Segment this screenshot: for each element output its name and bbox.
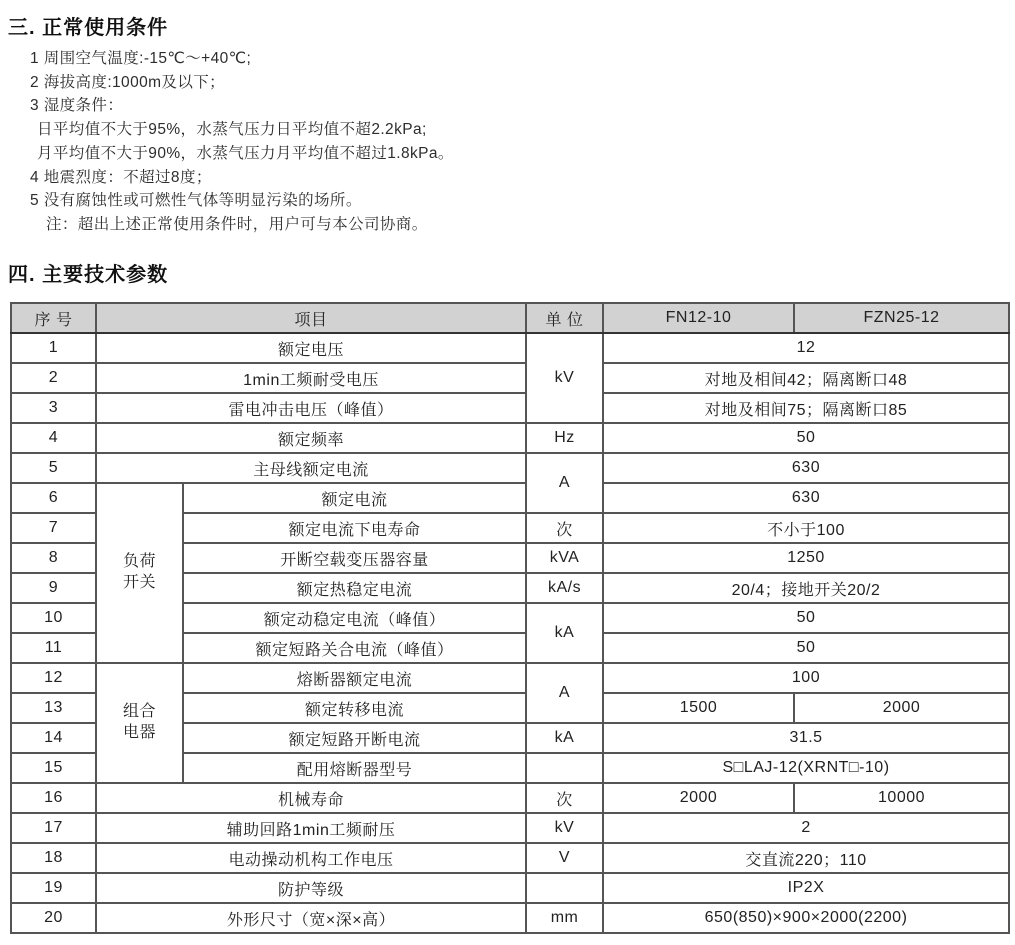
- cell-item: 额定电流下电寿命: [183, 513, 526, 543]
- cell-num: 4: [11, 423, 96, 453]
- cell-unit: A: [526, 663, 603, 723]
- group-label-combined-apparatus: 组合电器: [96, 663, 183, 783]
- cell-num: 7: [11, 513, 96, 543]
- cell-num: 12: [11, 663, 96, 693]
- cell-num: 11: [11, 633, 96, 663]
- cell-unit: kVA: [526, 543, 603, 573]
- col-header-num: 序 号: [11, 303, 96, 333]
- cell-item: 防护等级: [96, 873, 526, 903]
- cell-item: 机械寿命: [96, 783, 526, 813]
- section4-heading: 四. 主要技术参数: [8, 264, 169, 286]
- section3-heading: 三. 正常使用条件: [8, 17, 169, 39]
- cell-num: 20: [11, 903, 96, 933]
- col-header-unit: 单 位: [526, 303, 603, 333]
- cell-value: 2: [603, 813, 1009, 843]
- condition-line: 3 湿度条件：: [30, 97, 124, 115]
- cell-item: 外形尺寸（宽×深×高）: [96, 903, 526, 933]
- cell-unit: kV: [526, 333, 603, 423]
- table-row: [11, 393, 1009, 423]
- cell-value: 100: [603, 663, 1009, 693]
- cell-value: 1250: [603, 543, 1009, 573]
- cell-num: 5: [11, 453, 96, 483]
- cell-value: 630: [603, 483, 1009, 513]
- cell-unit: kV: [526, 813, 603, 843]
- cell-value-model2: 2000: [794, 693, 1009, 723]
- cell-num: 6: [11, 483, 96, 513]
- cell-item: 额定转移电流: [183, 693, 526, 723]
- cell-num: 17: [11, 813, 96, 843]
- cell-num: 8: [11, 543, 96, 573]
- cell-unit: 次: [526, 513, 603, 543]
- cell-unit: kA: [526, 723, 603, 753]
- cell-value: 对地及相间42；隔离断口48: [603, 363, 1009, 393]
- cell-num: 15: [11, 753, 96, 783]
- cell-item: 额定短路开断电流: [183, 723, 526, 753]
- cell-value: IP2X: [603, 873, 1009, 903]
- tech-params-table: [10, 302, 1010, 934]
- condition-line: 日平均值不大于95%，水蒸气压力日平均值不超2.2kPa;: [37, 121, 427, 139]
- table-row: [11, 483, 1009, 513]
- cell-item: 额定短路关合电流（峰值）: [183, 633, 526, 663]
- condition-line: 注：超出上述正常使用条件时，用户可与本公司协商。: [46, 215, 428, 233]
- cell-item: 额定热稳定电流: [183, 573, 526, 603]
- table-row: [11, 453, 1009, 483]
- cell-item: 主母线额定电流: [96, 453, 526, 483]
- table-row: [11, 903, 1009, 933]
- cell-item: 1min工频耐受电压: [96, 363, 526, 393]
- cell-unit: Hz: [526, 423, 603, 453]
- cell-value: 31.5: [603, 723, 1009, 753]
- table-row: [11, 873, 1009, 903]
- cell-num: 10: [11, 603, 96, 633]
- cell-value: 50: [603, 633, 1009, 663]
- cell-unit: mm: [526, 903, 603, 933]
- condition-line: 1 周围空气温度:-15℃～+40℃;: [30, 50, 252, 67]
- cell-num: 14: [11, 723, 96, 753]
- cell-unit: V: [526, 843, 603, 873]
- condition-line: 5 没有腐蚀性或可燃性气体等明显污染的场所。: [30, 192, 362, 210]
- table-header-row: [11, 303, 1009, 333]
- cell-value: 20/4；接地开关20/2: [603, 573, 1009, 603]
- cell-value: 630: [603, 453, 1009, 483]
- cell-num: 19: [11, 873, 96, 903]
- cell-item: 辅助回路1min工频耐压: [96, 813, 526, 843]
- cell-value: 交直流220；110: [603, 843, 1009, 873]
- cell-value: 不小于100: [603, 513, 1009, 543]
- col-header-model2: FZN25-12: [794, 303, 1009, 333]
- cell-num: 18: [11, 843, 96, 873]
- cell-value: 50: [603, 603, 1009, 633]
- cell-unit: 次: [526, 783, 603, 813]
- cell-num: 1: [11, 333, 96, 363]
- condition-line: 4 地震烈度：不超过8度；: [30, 168, 212, 186]
- cell-unit: A: [526, 453, 603, 513]
- table-row: [11, 663, 1009, 693]
- cell-item: 开断空载变压器容量: [183, 543, 526, 573]
- col-header-model1: FN12-10: [603, 303, 794, 333]
- table-row: [11, 813, 1009, 843]
- cell-item: 电动操动机构工作电压: [96, 843, 526, 873]
- cell-item: 额定频率: [96, 423, 526, 453]
- cell-value: 50: [603, 423, 1009, 453]
- cell-num: 16: [11, 783, 96, 813]
- cell-value: 650(850)×900×2000(2200): [603, 903, 1009, 933]
- table-row: [11, 843, 1009, 873]
- table-row: [11, 783, 1009, 813]
- cell-unit: kA/s: [526, 573, 603, 603]
- cell-value: 对地及相间75；隔离断口85: [603, 393, 1009, 423]
- cell-num: 2: [11, 363, 96, 393]
- cell-item: 额定电流: [183, 483, 526, 513]
- cell-value: 12: [603, 333, 1009, 363]
- condition-line: 2 海拔高度:1000m及以下；: [30, 73, 226, 91]
- table-row: [11, 423, 1009, 453]
- cell-item: 额定动稳定电流（峰值）: [183, 603, 526, 633]
- col-header-item: 项目: [96, 303, 526, 333]
- cell-item: 熔断器额定电流: [183, 663, 526, 693]
- cell-item: 雷电冲击电压（峰值）: [96, 393, 526, 423]
- cell-num: 9: [11, 573, 96, 603]
- conditions-list: [30, 47, 454, 237]
- cell-value: S□LAJ-12(XRNT□-10): [603, 753, 1009, 783]
- table-row: [11, 363, 1009, 393]
- cell-unit: kA: [526, 603, 603, 663]
- table-row: [11, 333, 1009, 363]
- cell-num: 3: [11, 393, 96, 423]
- cell-num: 13: [11, 693, 96, 723]
- cell-item: 配用熔断器型号: [183, 753, 526, 783]
- cell-value-model1: 1500: [603, 693, 794, 723]
- cell-unit: [526, 753, 603, 783]
- cell-value-model2: 10000: [794, 783, 1009, 813]
- cell-unit: [526, 873, 603, 903]
- cell-value-model1: 2000: [603, 783, 794, 813]
- cell-item: 额定电压: [96, 333, 526, 363]
- condition-line: 月平均值不大于90%，水蒸气压力月平均值不超过1.8kPa。: [37, 144, 454, 162]
- group-label-load-switch: 负荷开关: [96, 483, 183, 663]
